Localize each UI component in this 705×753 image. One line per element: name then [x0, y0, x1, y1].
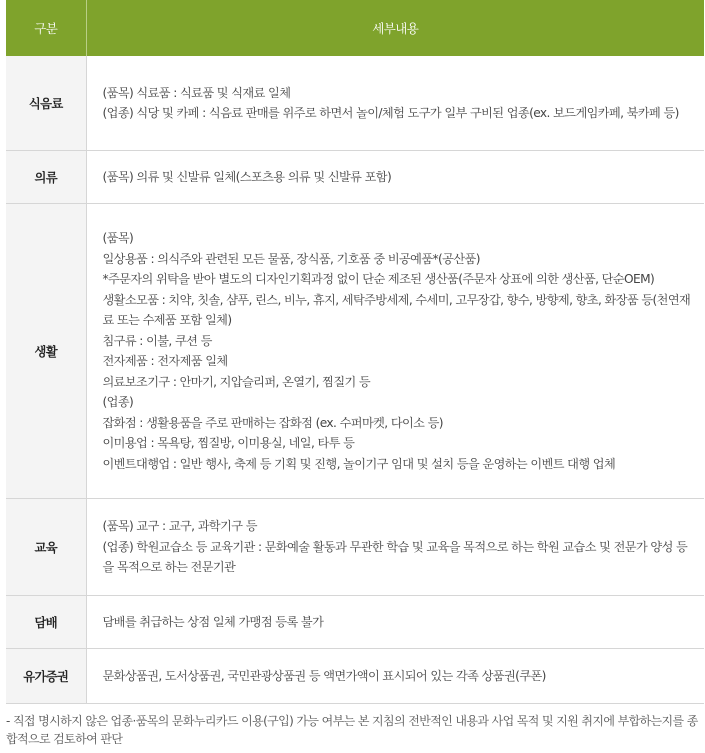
details-cell	[86, 596, 704, 649]
table-row	[6, 596, 704, 649]
table-row	[6, 151, 704, 204]
detail-line: (품목) 교구 : 교구, 과학기구 등	[102, 519, 257, 534]
table-row	[6, 499, 704, 596]
details-cell	[86, 649, 704, 704]
category-cell: 생활	[6, 204, 86, 499]
detail-line: 의료보조기구 : 안마기, 지압슬리퍼, 온열기, 찜질기 등	[102, 374, 371, 389]
details-cell	[86, 204, 704, 499]
category-cell: 유가증권	[6, 649, 86, 704]
category-cell: 교육	[6, 499, 86, 596]
header-details: 세부내용	[86, 0, 704, 56]
header-category: 구분	[6, 0, 86, 56]
detail-line: 잡화점 : 생활용품을 주로 판매하는 잡화점 (ex. 수퍼마켓, 다이소 등)	[102, 415, 443, 430]
detail-line: 일상용품 : 의식주와 관련된 모든 물품, 장식품, 기호품 중 비공예품*(공산품)	[102, 251, 480, 266]
footnote: - 직접 명시하지 않은 업종·품목의 문화누리카드 이용(구입) 가능 여부는 본 지침의 전반적인 내용과 사업 목적 및 지원 취지에 부합하는지를 종합적으로 검토하여 판단	[6, 714, 698, 746]
details-cell	[86, 499, 704, 596]
detail-line: (업종)	[102, 395, 134, 409]
detail-line: (업종) 식당 및 카페 : 식음료 판매를 위주로 하면서 놀이/체험 도구가 일부 구비된 업종(ex. 보드게임카페, 북카페 등)	[102, 106, 679, 120]
detail-line: 생활소모품 : 치약, 칫솔, 샴푸, 린스, 비누, 휴지, 세탁주방세제, 수세미, 고무장갑, 향수, 방향제, 향초, 화장품 등(천연재료 또는 수제품 포함 일체)	[102, 292, 691, 327]
table-header	[6, 0, 704, 56]
detail-line: 문화상품권, 도서상품권, 국민관광상품권 등 액면가액이 표시되어 있는 각족 상품권(쿠폰)	[102, 668, 546, 683]
eligibility-table	[6, 0, 704, 704]
detail-line: 전자제품 : 전자제품 일체	[102, 354, 228, 368]
detail-line: 침구류 : 이불, 쿠션 등	[102, 333, 212, 348]
details-cell	[86, 151, 704, 204]
detail-line: (품목) 식료품 : 식료품 및 식재료 일체	[102, 85, 291, 100]
table-body	[6, 56, 704, 704]
detail-line: 이벤트대행업 : 일반 행사, 축제 등 기획 및 진행, 놀이기구 임대 및 설치 등을 운영하는 이벤트 대행 업체	[102, 456, 616, 471]
category-cell: 식음료	[6, 56, 86, 151]
category-cell: 담배	[6, 596, 86, 649]
detail-line: (품목) 의류 및 신발류 일체(스포츠용 의류 및 신발류 포함)	[102, 169, 392, 184]
detail-line: 이미용업 : 목욕탕, 찜질방, 이미용실, 네일, 타투 등	[102, 436, 355, 450]
table-row	[6, 204, 704, 499]
details-cell	[86, 56, 704, 151]
detail-line: *주문자의 위탁을 받아 별도의 디자인기획과정 없이 단순 제조된 생산품(주문자 상표에 의한 생산품, 단순OEM)	[102, 272, 655, 286]
table-row	[6, 56, 704, 151]
detail-line: 담배를 취급하는 상점 일체 가맹점 등록 불가	[102, 614, 324, 629]
category-cell: 의류	[6, 151, 86, 204]
detail-line: (업종) 학원교습소 등 교육기관 : 문화예술 활동과 무관한 학습 및 교육을 목적으로 하는 학원 교습소 및 전문가 양성 등을 목적으로 하는 전문기관	[102, 539, 688, 575]
detail-line: (품목)	[102, 231, 134, 245]
table-row	[6, 649, 704, 704]
